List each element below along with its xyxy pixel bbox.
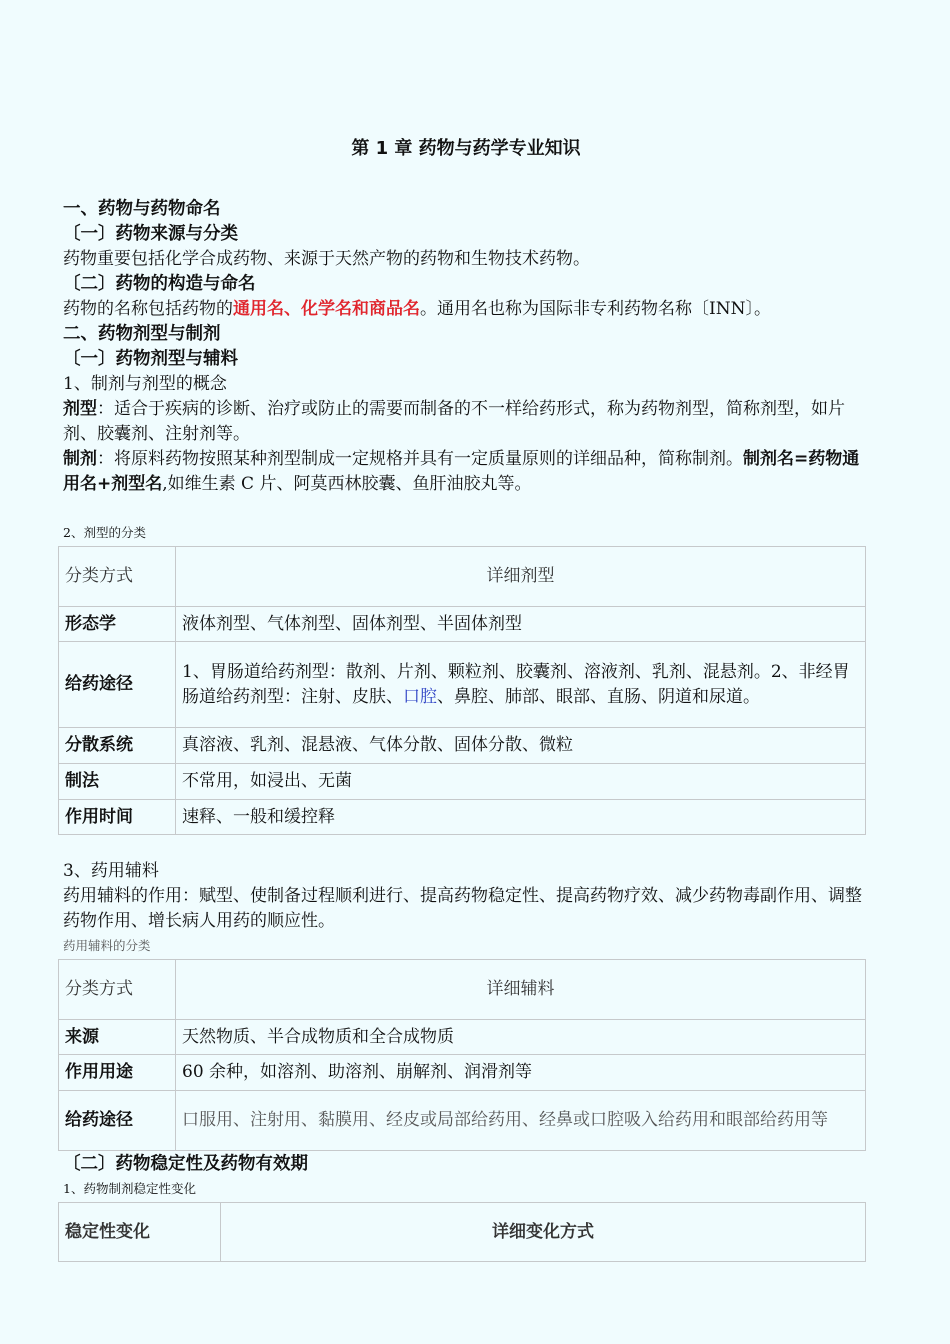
paragraph	[63, 297, 869, 322]
table-row	[59, 800, 866, 835]
text: 。通用名也称为国际非专利药物名称〔INN〕。	[420, 299, 771, 319]
header-cell: 详细辅料	[176, 960, 866, 1020]
row-label: 作用时间	[59, 800, 176, 835]
highlight-text: 通用名、化学名和商品名	[233, 299, 420, 319]
table-header-row	[59, 547, 866, 607]
row-label: 给药途径	[59, 1091, 176, 1151]
table-row	[59, 642, 866, 728]
row-label: 制法	[59, 764, 176, 800]
subsection-heading: 〔二〕药物稳定性及药物有效期	[63, 1154, 308, 1174]
header-cell: 分类方式	[59, 960, 176, 1020]
text: ,如维生素 C 片、阿莫西林胶囊、鱼肝油胶丸等。	[162, 474, 532, 494]
row-value	[176, 642, 866, 728]
table-caption: 2、剂型的分类	[63, 525, 146, 540]
text: ：将原料药物按照某种剂型制成一定规格并具有一定质量原则的详细品种，简称制剂。	[97, 449, 743, 469]
list-item: 3、药用辅料	[63, 861, 159, 881]
term: 剂型	[63, 399, 97, 419]
text: 药物的名称包括药物的	[63, 299, 233, 319]
text: ：适合于疾病的诊断、治疗或防止的需要而制备的不一样给药形式，称为药物剂型，简称剂型，如片剂、胶囊剂、注射剂等。	[63, 399, 845, 444]
definition-paragraph	[63, 447, 869, 497]
bold-text: 制剂名=药物通用名+剂型名	[63, 449, 860, 494]
row-value: 不常用，如浸出、无菌	[176, 764, 866, 800]
subsection-heading: 〔一〕药物来源与分类	[63, 224, 238, 244]
chapter-title: 第 1 章 药物与药学专业知识	[351, 138, 581, 159]
row-value: 速释、一般和缓控释	[176, 800, 866, 835]
link-text[interactable]: 口腔	[403, 686, 437, 707]
table-header-row	[59, 1203, 866, 1262]
paragraph: 药用辅料的作用：赋型、使制备过程顺利进行、提高药物稳定性、提高药物疗效、减少药物毒副作用、调整药物作用、增长病人用药的顺应性。	[63, 886, 862, 931]
term: 制剂	[63, 449, 97, 469]
row-label: 来源	[59, 1020, 176, 1055]
table-header-row	[59, 960, 866, 1020]
header-cell: 稳定性变化	[59, 1203, 221, 1262]
section-1	[63, 197, 869, 497]
section-heading: 二、药物剂型与制剂	[63, 324, 221, 344]
subsection-heading: 〔一〕药物剂型与辅料	[63, 349, 238, 369]
header-cell: 详细变化方式	[221, 1203, 866, 1262]
definition-paragraph	[63, 397, 869, 447]
list-item: 1、制剂与剂型的概念	[63, 374, 227, 394]
row-value: 液体剂型、气体剂型、固体剂型、半固体剂型	[176, 607, 866, 642]
row-value: 口服用、注射用、黏膜用、经皮或局部给药用、经鼻或口腔吸入给药用和眼部给药用等	[176, 1091, 866, 1151]
table-row	[59, 764, 866, 800]
text: 1、胃肠道给药剂型：散剂、片剂、颗粒剂、胶囊剂、溶液剂、乳剂、混悬剂。2、非经胃肠道给药剂型：注射、皮肤、	[182, 661, 850, 707]
table-caption: 1、药物制剂稳定性变化	[63, 1181, 196, 1196]
table-caption: 药用辅料的分类	[63, 938, 151, 953]
paragraph: 药物重要包括化学合成药物、来源于天然产物的药物和生物技术药物。	[63, 249, 590, 269]
table-row	[59, 1020, 866, 1055]
row-value: 天然物质、半合成物质和全合成物质	[176, 1020, 866, 1055]
table-row	[59, 1055, 866, 1091]
dosage-form-table	[58, 546, 866, 835]
header-cell: 分类方式	[59, 547, 176, 607]
row-label: 形态学	[59, 607, 176, 642]
row-value: 60 余种，如溶剂、助溶剂、崩解剂、润滑剂等	[176, 1055, 866, 1091]
table-row	[59, 1091, 866, 1151]
header-cell: 详细剂型	[176, 547, 866, 607]
row-label: 作用用途	[59, 1055, 176, 1091]
section-heading: 一、药物与药物命名	[63, 199, 221, 219]
row-label: 分散系统	[59, 728, 176, 764]
row-label: 给药途径	[59, 642, 176, 728]
subsection-heading: 〔二〕药物的构造与命名	[63, 274, 256, 294]
table-row	[59, 607, 866, 642]
table-row	[59, 728, 866, 764]
section-3	[63, 859, 869, 934]
text: 、鼻腔、肺部、眼部、直肠、阴道和尿道。	[437, 686, 760, 707]
row-value: 真溶液、乳剂、混悬液、气体分散、固体分散、微粒	[176, 728, 866, 764]
section-4	[63, 1152, 869, 1177]
stability-table	[58, 1202, 866, 1262]
excipient-table	[58, 959, 866, 1151]
